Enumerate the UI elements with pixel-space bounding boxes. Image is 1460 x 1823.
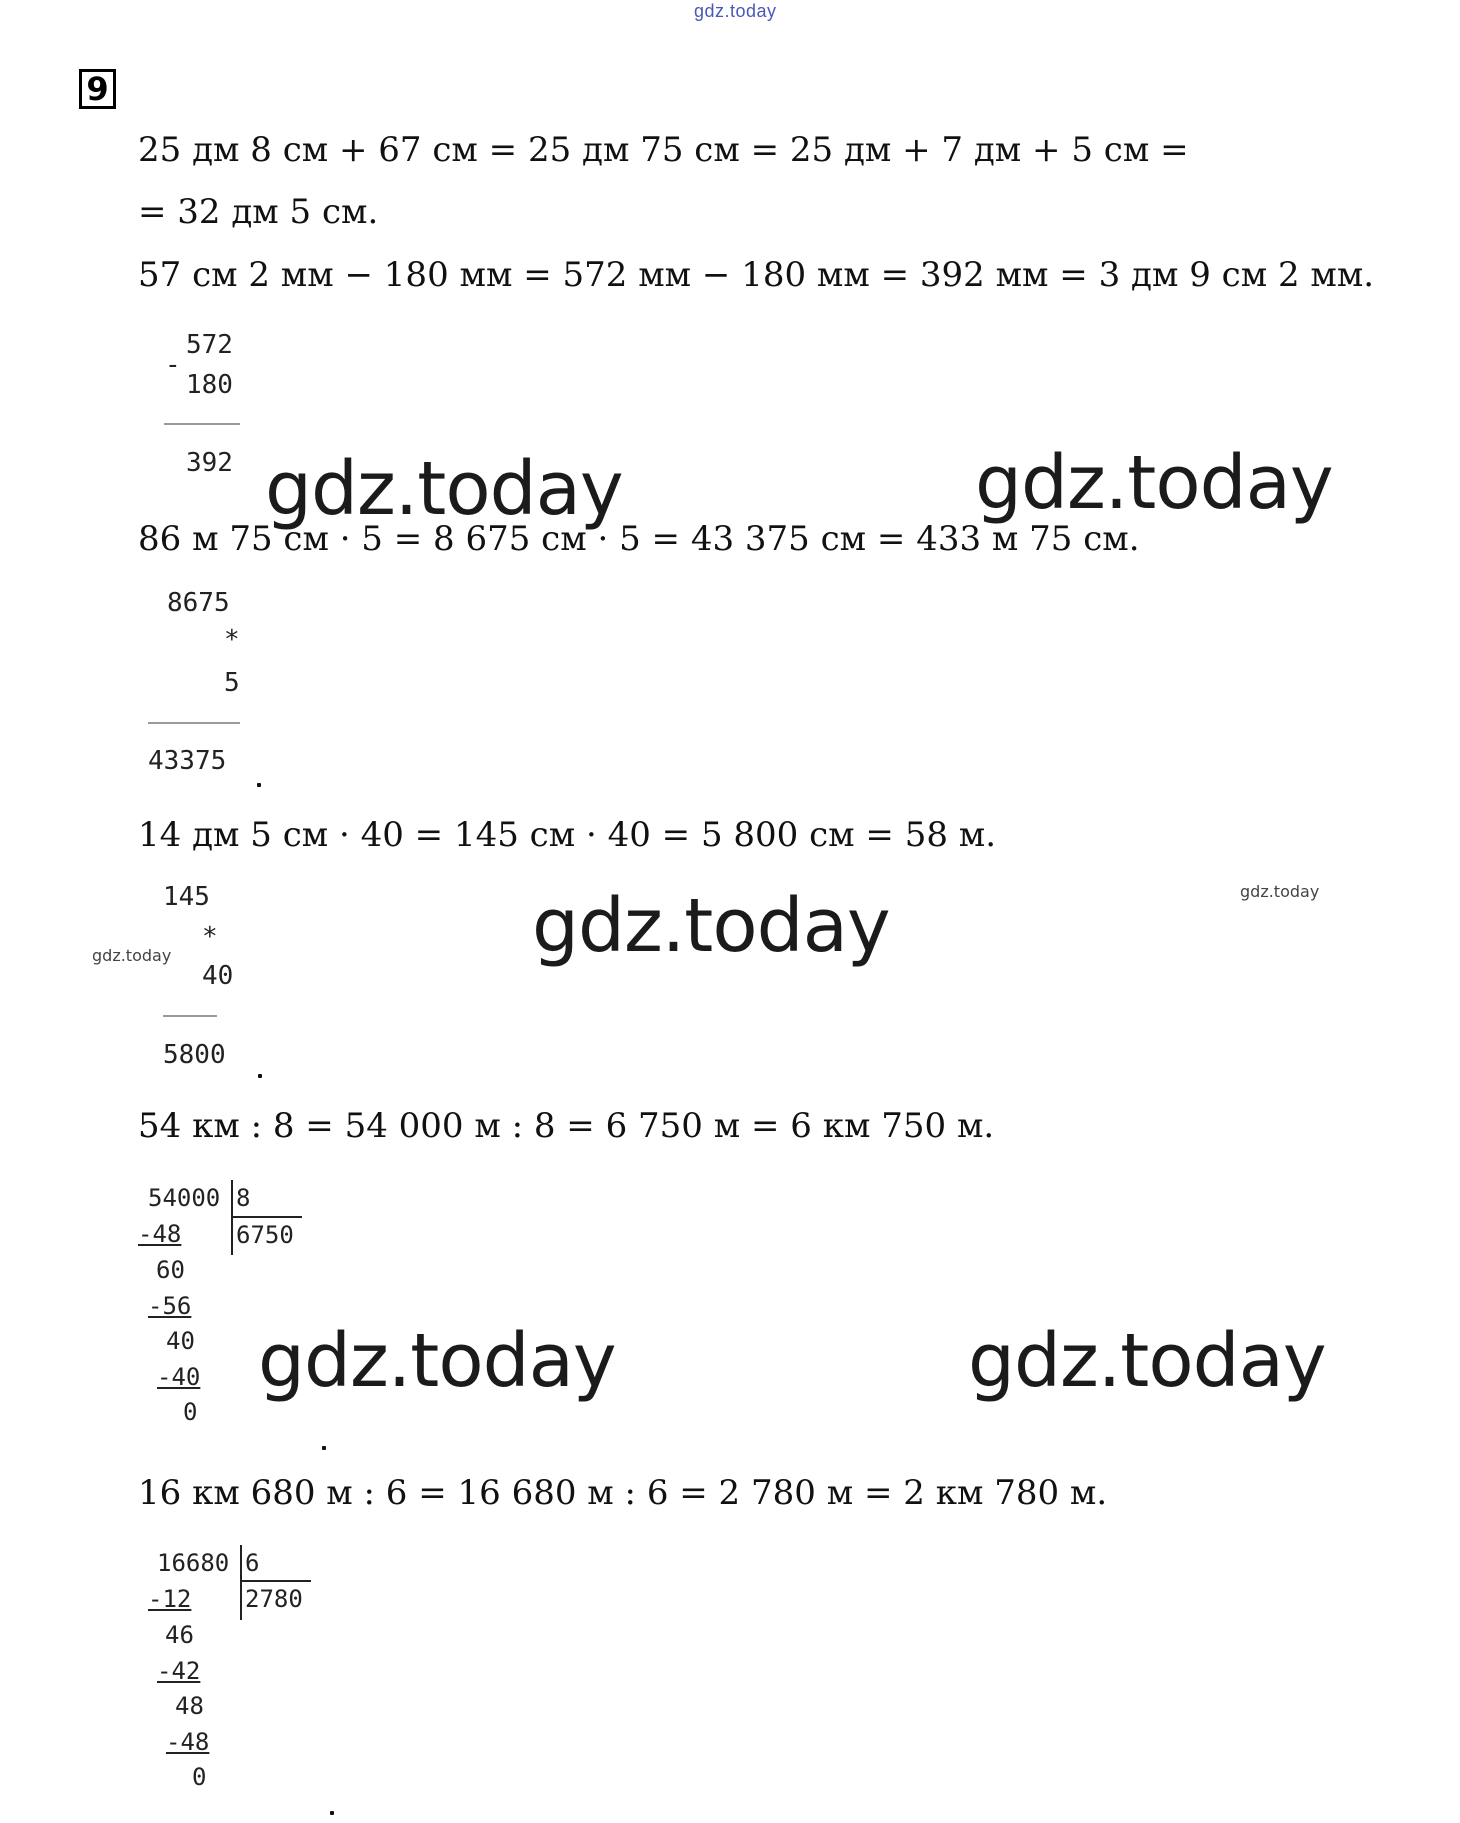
division-step: -48 [138,1220,182,1248]
quotient: 2780 [245,1585,303,1613]
equation-line: 16 км 680 м : 6 = 16 680 м : 6 = 2 780 м = 2 км 780 м. [138,1473,1108,1513]
quotient: 6750 [236,1221,294,1249]
dividend: 16680 [157,1549,230,1577]
period-mark [330,1811,334,1815]
dividend: 54000 [148,1184,221,1212]
division-step: -12 [148,1585,192,1613]
division-step: -42 [157,1657,201,1685]
division-step: 48 [175,1692,204,1720]
period-mark [258,1074,262,1078]
equation-line: 14 дм 5 см · 40 = 145 см · 40 = 5 800 см = 58 м. [138,815,997,855]
multiplier: 40 [202,961,234,991]
watermark-large: gdz.today [968,1318,1326,1404]
division-step: -56 [148,1292,192,1320]
equation-line: 54 км : 8 = 54 000 м : 8 = 6 750 м = 6 км 750 м. [138,1106,995,1146]
multiplicand: 8675 [167,588,230,618]
sum-line [148,722,240,724]
product: 43375 [148,746,227,776]
watermark-large: gdz.today [265,446,623,532]
division-step: 46 [165,1621,194,1649]
multiply-sign: * [224,625,240,655]
watermark-small: gdz.today [92,946,172,965]
minuend: 572 [186,330,233,360]
sum-line [164,423,240,425]
division-step: 40 [166,1327,195,1355]
multiplicand: 145 [163,882,210,912]
quotient-line [232,1216,302,1218]
division-step: -48 [166,1728,210,1756]
minus-sign: - [165,350,181,380]
difference: 392 [186,448,233,478]
equation-line: 86 м 75 см · 5 = 8 675 см · 5 = 43 375 см = 433 м 75 см. [138,519,1140,559]
multiplier: 5 [224,668,240,698]
watermark-top: gdz.today [694,1,777,21]
division-step: 0 [183,1398,198,1426]
division-step: 60 [156,1256,185,1284]
divisor: 6 [245,1549,260,1577]
subtrahend: 180 [186,370,233,400]
divisor: 8 [236,1184,251,1212]
watermark-large: gdz.today [975,440,1333,526]
watermark-small: gdz.today [1240,882,1320,901]
division-step: 0 [192,1763,207,1791]
watermark-large: gdz.today [258,1318,616,1404]
problem-number: 9 [79,69,116,109]
period-mark [257,783,261,787]
division-step: -40 [157,1363,201,1391]
equation-line: 25 дм 8 см + 67 см = 25 дм 75 см = 25 дм + 7 дм + 5 см = [138,130,1189,170]
equation-line: 57 см 2 мм − 180 мм = 572 мм − 180 мм = 392 мм = 3 дм 9 см 2 мм. [138,255,1375,295]
watermark-large: gdz.today [532,883,890,969]
product: 5800 [163,1040,226,1070]
sum-line [163,1015,217,1017]
quotient-line [241,1580,311,1582]
equation-line: = 32 дм 5 см. [138,192,379,232]
period-mark [322,1446,326,1450]
multiply-sign: * [202,922,218,952]
division-bar [240,1545,242,1620]
